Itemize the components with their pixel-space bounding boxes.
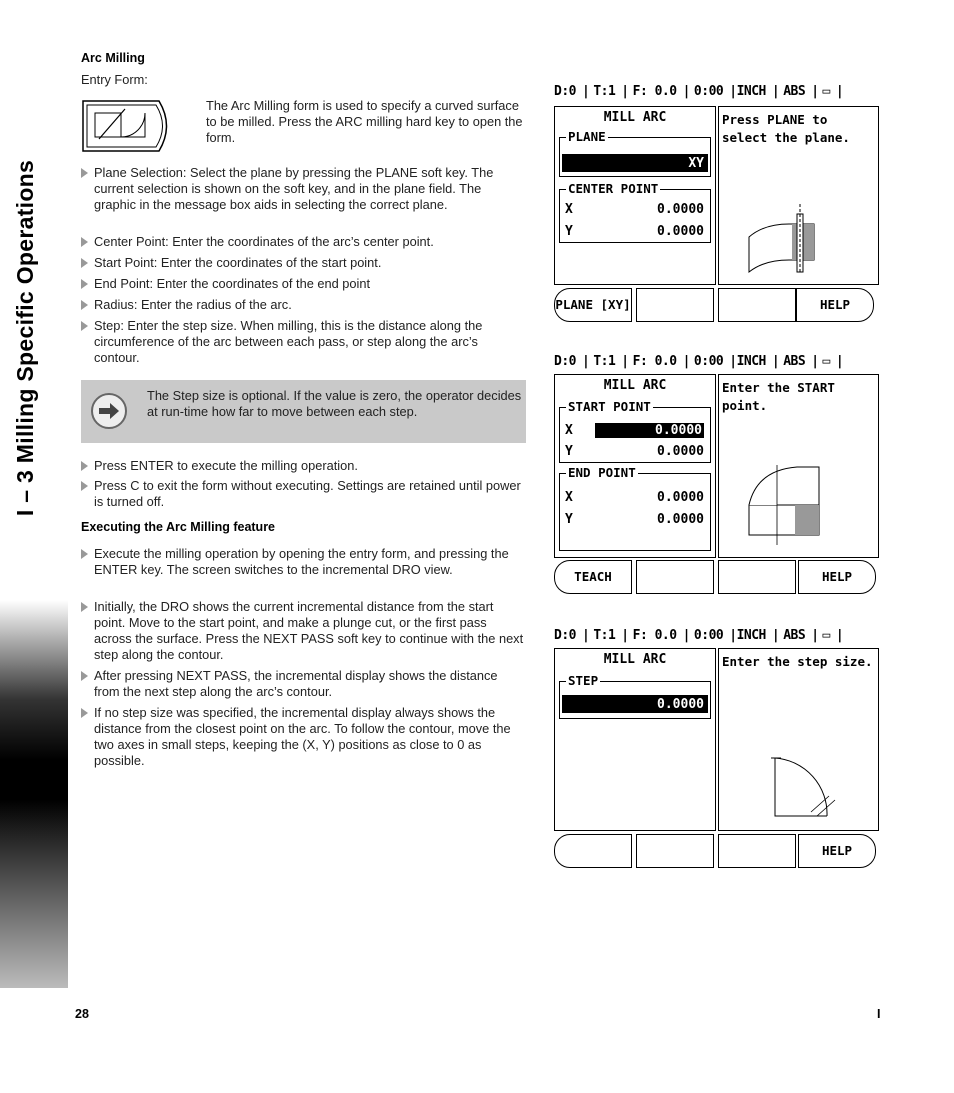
plane-field-group: PLANE XY <box>559 137 711 177</box>
list-item: Step: Enter the step size. When milling, this is the distance along the circumference of the arc between each pass, or step along the arc’s contour. <box>81 318 526 366</box>
step-field[interactable]: 0.0000 <box>562 695 708 713</box>
help-message: Press PLANE to select the plane. <box>722 112 850 145</box>
entry-form-label: Entry Form: <box>81 72 148 87</box>
form-title: MILL ARC <box>603 110 667 125</box>
start-y-field[interactable]: Y 0.0000 <box>565 444 704 459</box>
chapter-sidebar <box>0 0 68 988</box>
window-icon: ▭ <box>822 354 830 369</box>
list-item: Center Point: Enter the coordinates of the arc’s center point. <box>81 234 526 250</box>
list-item: Radius: Enter the radius of the arc. <box>81 297 526 313</box>
softkey-1[interactable] <box>554 834 632 868</box>
form-title: MILL ARC <box>603 378 667 393</box>
list-item: Plane Selection: Select the plane by pressing the PLANE soft key. The current selection is shown on the soft key, and in the plane field. The graphic in the message box aids in selecting the correct plane. <box>81 165 526 213</box>
softkey-3[interactable] <box>718 560 796 594</box>
plane-field[interactable]: XY <box>562 154 708 172</box>
start-point-graphic <box>747 455 837 550</box>
softkey-bar <box>554 560 880 596</box>
dro-screen-step <box>554 628 880 873</box>
start-x-field[interactable]: X 0.0000 <box>565 423 702 438</box>
list-item: Press C to exit the form without executing. Settings are retained until power is turned off. <box>81 478 526 510</box>
dro-screen-plane <box>554 84 880 324</box>
window-icon: ▭ <box>822 628 830 643</box>
list-item: Execute the milling operation by opening the entry form, and pressing the ENTER key. The screen switches to the incremental DRO view. <box>81 546 526 578</box>
page-label: I <box>877 1007 881 1021</box>
end-y-field[interactable]: Y 0.0000 <box>565 512 704 527</box>
softkey-help[interactable]: HELP <box>796 288 874 322</box>
chapter-title: I – 3 Milling Specific Operations <box>12 159 38 517</box>
status-bar: D:0 | T:1 | F: 0.0 | 0:00 |INCH | ABS | ▭ | <box>554 84 844 99</box>
softkey-2[interactable] <box>636 288 714 322</box>
center-y-field[interactable]: Y 0.0000 <box>565 224 704 239</box>
subsection-heading: Executing the Arc Milling feature <box>81 520 276 534</box>
softkey-help[interactable]: HELP <box>798 834 876 868</box>
list-item: If no step size was specified, the incremental display always shows the distance from the closest point on the arc. To follow the contour, move the two axes in small steps, keeping the (X, Y) positions as close to 0 as possible. <box>81 705 526 769</box>
end-point-group: END POINT X 0.0000 Y 0.0000 <box>559 473 711 551</box>
step-size-graphic <box>769 754 849 824</box>
end-x-field[interactable]: X 0.0000 <box>565 490 704 505</box>
section-heading: Arc Milling <box>81 51 145 65</box>
softkey-3[interactable] <box>718 834 796 868</box>
message-panel <box>718 374 879 558</box>
dro-screen-start <box>554 354 880 599</box>
page-number: 28 <box>75 1007 89 1021</box>
note-box <box>81 380 526 443</box>
window-icon: ▭ <box>822 84 830 99</box>
arc-hardkey-icon <box>81 99 176 153</box>
softkey-teach[interactable]: TEACH <box>554 560 632 594</box>
message-panel <box>718 106 879 285</box>
softkey-2[interactable] <box>636 834 714 868</box>
help-message: Enter the START point. <box>722 380 835 413</box>
message-panel <box>718 648 879 831</box>
arc-plane-graphic <box>744 202 824 277</box>
list-item: Start Point: Enter the coordinates of the start point. <box>81 255 526 271</box>
softkey-help[interactable]: HELP <box>798 560 876 594</box>
form-panel <box>554 648 716 831</box>
note-text: The Step size is optional. If the value is zero, the operator decides at run-time how far to move between each step. <box>147 388 522 419</box>
softkey-bar <box>554 834 880 870</box>
softkey-bar <box>554 288 880 324</box>
form-title: MILL ARC <box>603 652 667 667</box>
arrow-right-icon <box>91 393 127 429</box>
softkey-3[interactable] <box>718 288 796 322</box>
center-point-group: CENTER POINT X 0.0000 Y 0.0000 <box>559 189 711 243</box>
status-bar: D:0 | T:1 | F: 0.0 | 0:00 |INCH | ABS | ▭ | <box>554 628 844 643</box>
list-item: Initially, the DRO shows the current incremental distance from the start point. Move to the start point, and make a plunge cut, or the first pass across the surface. Press the NEXT PASS soft key to continue with the next step along the contour. <box>81 599 526 663</box>
form-panel <box>554 374 716 558</box>
step-field-group: STEP 0.0000 <box>559 681 711 719</box>
softkey-plane[interactable]: PLANE [XY] <box>554 288 632 322</box>
list-item: After pressing NEXT PASS, the incremental display shows the distance from the next step along the arc’s contour. <box>81 668 526 700</box>
help-message: Enter the step size. <box>722 654 873 669</box>
softkey-2[interactable] <box>636 560 714 594</box>
center-x-field[interactable]: X 0.0000 <box>565 202 704 217</box>
form-panel <box>554 106 716 285</box>
status-bar: D:0 | T:1 | F: 0.0 | 0:00 |INCH | ABS | ▭ | <box>554 354 844 369</box>
intro-text: The Arc Milling form is used to specify a curved surface to be milled. Press the ARC milling hard key to open the form. <box>206 98 523 145</box>
start-point-group: START POINT X 0.0000 Y 0.0000 <box>559 407 711 463</box>
list-item: End Point: Enter the coordinates of the end point <box>81 276 526 292</box>
list-item: Press ENTER to execute the milling operation. <box>81 458 526 474</box>
